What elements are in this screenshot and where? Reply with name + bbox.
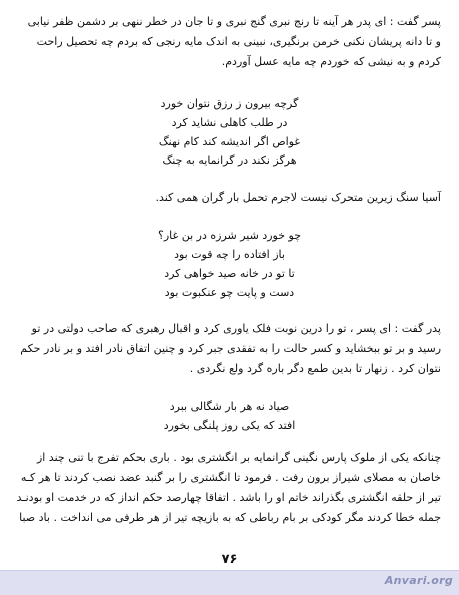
poem-verse: غواص اگر اندیشه کند کام نهنگ (158, 135, 301, 148)
poem-1 (0, 94, 459, 170)
paragraph-line: و تا دانه پریشان نکنی خرمن برنگیری، نبینی به اندک مایه رنجی که بردم چه تحصیل راحت (36, 35, 441, 48)
poem-verse: افتد که یکی روز پلنگی بخورد (163, 419, 296, 432)
poem-verse: در طلب کاهلی نشاید کرد (171, 116, 288, 129)
paragraph-line: پدر گفت : ای پسر ، تو را درین نوبت فلک یاوری کرد و اقبال رهبری که صاحب دولتی در تو (31, 322, 441, 335)
paragraph-line: پسر گفت : ای پدر هر آینه تا رنج نبری گنج نبری و تا جان در خطر ننهی بر دشمن ظفر نیابی (27, 15, 441, 28)
paragraph-line: جمله خطا کردند مگر کودکی بر بام رباطی که به بازیچه تیر از هر طرفی می انداخت . باد صبا (19, 511, 441, 524)
poem-verse: صیاد نه هر بار شگالی ببرد (169, 400, 290, 413)
paragraph-line: چنانکه یکی از ملوک پارس نگینی گرانمایه بر انگشتری بود . باری بحکم تفرج با تنی چند از (36, 451, 441, 464)
paragraph-line: رسید و بر تو ببخشاید و کسر حالت را به تفقدی جبر کرد و چنین اتفاق نادر افتد و بر نادر حکم (20, 342, 441, 355)
poem-2 (0, 226, 459, 302)
poem-verse: گرچه بیرون ز رزق نتوان خورد (160, 97, 299, 110)
paragraph-2 (18, 188, 441, 208)
footer-band (0, 570, 459, 595)
poem-verse: دست و پایت چو عنکبوت بود (164, 286, 295, 299)
paragraph-1 (18, 12, 441, 72)
paragraph-line: نتوان کرد . زنهار تا بدین طمع دگر باره گرد ولع نگردی . (189, 362, 441, 375)
watermark-logo: Anvari.org (384, 574, 453, 587)
paragraph-line: آسیا سنگ زیرین متحرک نیست لاجرم تحمل بار گران همی کند. (155, 191, 441, 204)
paragraph-line: کردم و به نیشی که خوردم چه مایه عسل آوردم. (221, 55, 441, 68)
poem-verse: باز افتاده را چه قوت بود (174, 248, 285, 261)
paragraph-line: تیر از حلقه انگشتری بگذراند خاتم او را باشد . اتفاقا چهارصد حکم انداز که در خدمت او بودنـد (16, 491, 441, 504)
poem-3 (0, 397, 459, 435)
paragraph-4 (18, 448, 441, 528)
poem-verse: تا تو در خانه صید خواهی کرد (164, 267, 295, 280)
poem-verse: چو خورد شیر شرزه در بن غار؟ (157, 229, 302, 242)
page-number: ۷۶ (221, 552, 238, 567)
poem-verse: هرگز نکند در گرانمایه به چنگ (162, 154, 297, 167)
paragraph-line: خاصان به مصلای شیراز برون رفت . فرمود تا انگشتری را بر گنبد عضد نصب کردند تا هر کـه (20, 471, 441, 484)
paragraph-3 (18, 319, 441, 379)
